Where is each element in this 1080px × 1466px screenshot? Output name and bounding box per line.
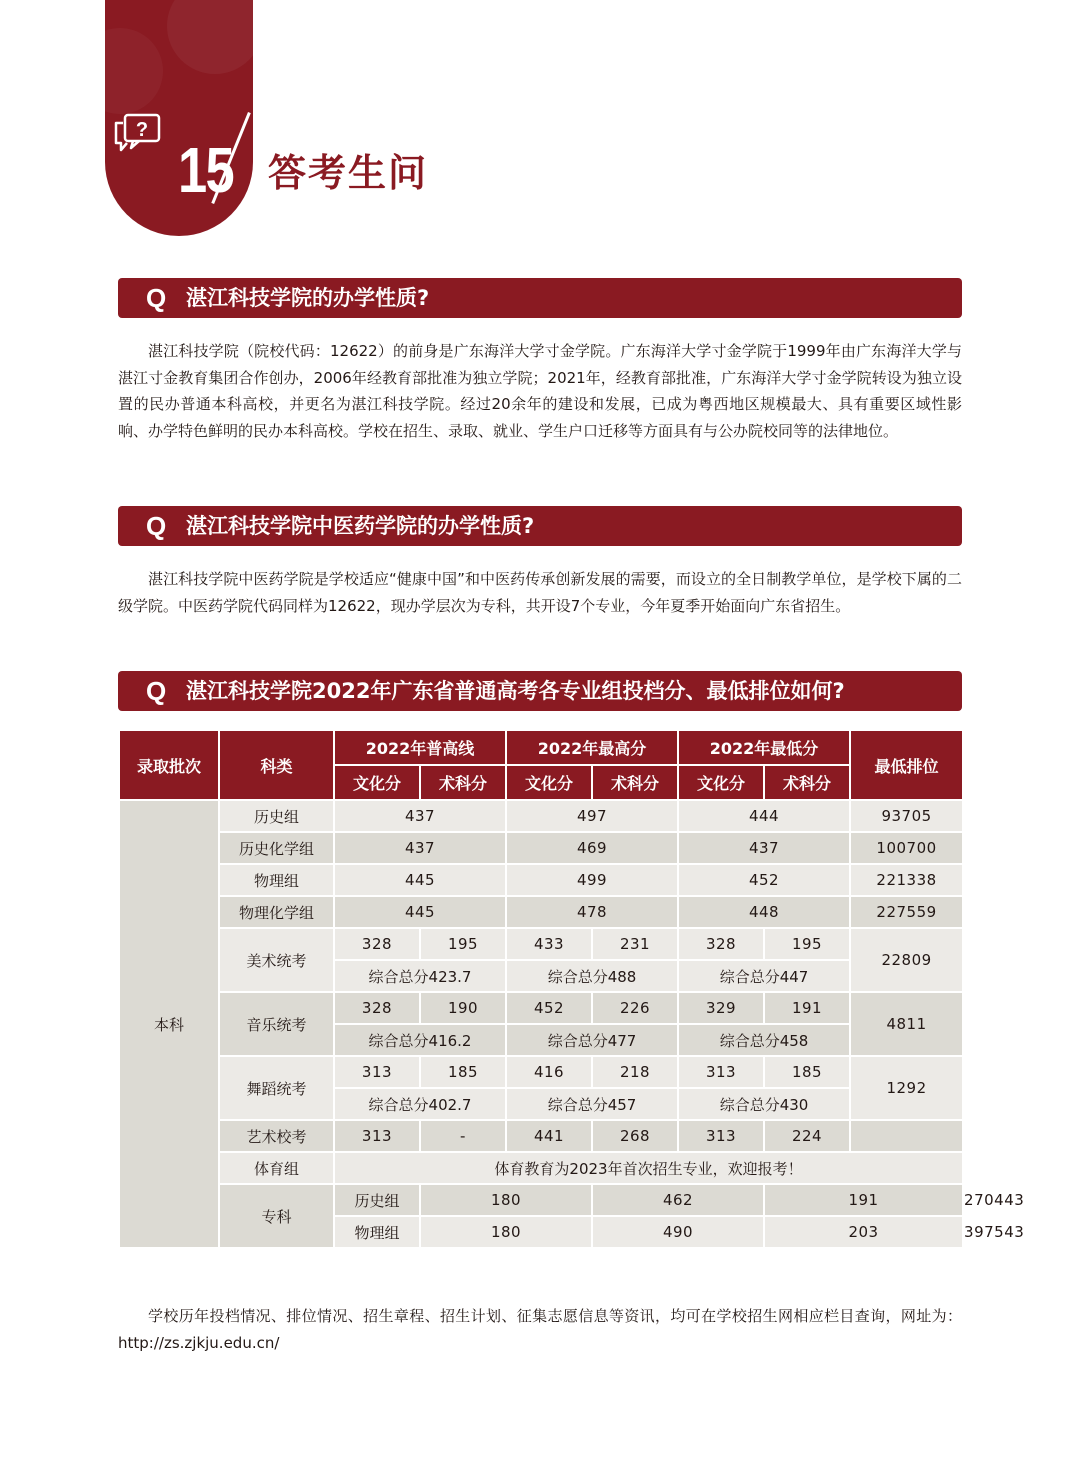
header-max: 2022年最高分 bbox=[506, 730, 678, 765]
header-art: 术科分 bbox=[764, 765, 850, 800]
q-icon: Q bbox=[146, 676, 167, 706]
cell-max-art: 231 bbox=[592, 928, 678, 960]
cell-max-total: 综合总分488 bbox=[506, 960, 678, 992]
cell-min: 203 bbox=[764, 1216, 963, 1248]
row-category: 历史化学组 bbox=[219, 832, 334, 864]
header-rank: 最低排位 bbox=[850, 730, 963, 800]
table-row: 物理组 180 490 203 397543 bbox=[119, 1216, 963, 1248]
cell-line-art: 185 bbox=[420, 1056, 506, 1088]
batch-benke: 本科 bbox=[119, 800, 219, 1248]
row-category: 音乐统考 bbox=[219, 992, 334, 1056]
question-title: 湛江科技学院中医药学院的办学性质? bbox=[186, 514, 535, 538]
cell-rank: 4811 bbox=[850, 992, 963, 1056]
cell-max-art: 218 bbox=[592, 1056, 678, 1088]
cell-min-art: 185 bbox=[764, 1056, 850, 1088]
section-title: 答考生问 bbox=[268, 151, 429, 195]
question-bar-1 bbox=[118, 278, 962, 318]
cell-rank: 221338 bbox=[850, 864, 963, 896]
header-culture: 文化分 bbox=[678, 765, 764, 800]
row-category: 舞蹈统考 bbox=[219, 1056, 334, 1120]
cell-max: 469 bbox=[506, 832, 678, 864]
cell-min-culture: 328 bbox=[678, 928, 764, 960]
cell-line-art: 195 bbox=[420, 928, 506, 960]
cell-min: 444 bbox=[678, 800, 850, 832]
cell-line: 180 bbox=[420, 1216, 592, 1248]
table-row bbox=[119, 800, 963, 832]
cell-line-culture: 328 bbox=[334, 928, 420, 960]
q-icon: Q bbox=[146, 511, 167, 541]
table-row bbox=[119, 1120, 963, 1152]
row-category: 艺术校考 bbox=[219, 1120, 334, 1152]
cell-sports-note: 体育教育为2023年首次招生专业，欢迎报考！ bbox=[334, 1152, 963, 1184]
cell-line-art: 190 bbox=[420, 992, 506, 1024]
question-bar-3 bbox=[118, 671, 962, 711]
cell-max: 497 bbox=[506, 800, 678, 832]
cell-rank: 100700 bbox=[850, 832, 963, 864]
header-art: 术科分 bbox=[592, 765, 678, 800]
cell-line-culture: 313 bbox=[334, 1056, 420, 1088]
cell-line-culture: 313 bbox=[334, 1120, 420, 1152]
cell-max: 462 bbox=[592, 1184, 764, 1216]
cell-line-total: 综合总分423.7 bbox=[334, 960, 506, 992]
cell-line-total: 综合总分402.7 bbox=[334, 1088, 506, 1120]
table-row bbox=[119, 928, 963, 960]
cell-max-total: 综合总分477 bbox=[506, 1024, 678, 1056]
row-category: 物理组 bbox=[334, 1216, 420, 1248]
cell-min: 448 bbox=[678, 896, 850, 928]
cell-min-total: 综合总分430 bbox=[678, 1088, 850, 1120]
cell-min-culture: 313 bbox=[678, 1056, 764, 1088]
table-row bbox=[119, 864, 963, 896]
section-number: 15 bbox=[178, 134, 234, 206]
cell-line: 437 bbox=[334, 832, 506, 864]
cell-line-total: 综合总分416.2 bbox=[334, 1024, 506, 1056]
header-culture: 文化分 bbox=[506, 765, 592, 800]
cell-min-culture: 329 bbox=[678, 992, 764, 1024]
row-category: 体育组 bbox=[219, 1152, 334, 1184]
cell-max-culture: 433 bbox=[506, 928, 592, 960]
question-title: 湛江科技学院2022年广东省普通高考各专业组投档分、最低排位如何? bbox=[186, 679, 845, 703]
table-row bbox=[119, 896, 963, 928]
cell-max-culture: 452 bbox=[506, 992, 592, 1024]
svg-text:?: ? bbox=[135, 119, 149, 141]
cell-max-art: 226 bbox=[592, 992, 678, 1024]
cell-max-culture: 416 bbox=[506, 1056, 592, 1088]
footer-note: 学校历年投档情况、排位情况、招生章程、招生计划、征集志愿信息等资讯，均可在学校招生网相应栏目查询，网址为：http://zs.zjkju.edu.cn/ bbox=[118, 1307, 962, 1352]
table-row: 专科 历史组 180 462 191 270443 bbox=[119, 1184, 963, 1216]
cell-line: 445 bbox=[334, 864, 506, 896]
cell-min-total: 综合总分458 bbox=[678, 1024, 850, 1056]
cell-max-art: 268 bbox=[592, 1120, 678, 1152]
batch-zhuanke: 专科 bbox=[219, 1184, 334, 1248]
cell-min-art: 224 bbox=[764, 1120, 850, 1152]
q-icon: Q bbox=[146, 283, 167, 313]
row-category: 物理化学组 bbox=[219, 896, 334, 928]
cell-min: 437 bbox=[678, 832, 850, 864]
cell-max: 499 bbox=[506, 864, 678, 896]
cell-min-total: 综合总分447 bbox=[678, 960, 850, 992]
header-art: 术科分 bbox=[420, 765, 506, 800]
cell-min-culture: 313 bbox=[678, 1120, 764, 1152]
question-title: 湛江科技学院的办学性质? bbox=[186, 286, 430, 310]
table-row bbox=[119, 832, 963, 864]
cell-max-total: 综合总分457 bbox=[506, 1088, 678, 1120]
header-min: 2022年最低分 bbox=[678, 730, 850, 765]
header-culture: 文化分 bbox=[334, 765, 420, 800]
cell-rank: 227559 bbox=[850, 896, 963, 928]
cell-max: 490 bbox=[592, 1216, 764, 1248]
header-line: 2022年普高线 bbox=[334, 730, 506, 765]
cell-max: 478 bbox=[506, 896, 678, 928]
cell-rank: 1292 bbox=[850, 1056, 963, 1120]
header-category: 科类 bbox=[219, 730, 334, 800]
cell-line-culture: 328 bbox=[334, 992, 420, 1024]
cell-line: 180 bbox=[420, 1184, 592, 1216]
cell-max-culture: 441 bbox=[506, 1120, 592, 1152]
cell-min-art: 191 bbox=[764, 992, 850, 1024]
cell-line-art: - bbox=[420, 1120, 506, 1152]
question-bar-2 bbox=[118, 506, 962, 546]
cell-min-art: 195 bbox=[764, 928, 850, 960]
cell-min: 452 bbox=[678, 864, 850, 896]
cell-rank bbox=[850, 1120, 963, 1152]
cell-line: 445 bbox=[334, 896, 506, 928]
answer-paragraph-1: 湛江科技学院（院校代码：12622）的前身是广东海洋大学寸金学院。广东海洋大学寸金学院于1999年由广东海洋大学与湛江寸金教育集团合作创办，2006年经教育部批准为独立学院；2021年，经教育部批准，广东海洋大学寸金学院转设为独立设置的民办普通本科高校，并更名为湛江科技学院。经过20余年的建设和发展，已成为粤西地区规模最大、具有重要区域性影响、办学特色鲜明的民办本科高校。学校在招生、录取、就业、学生户口迁移等方面具有与公办院校同等的法律地位。 bbox=[118, 342, 962, 440]
row-category: 历史组 bbox=[219, 800, 334, 832]
answer-paragraph-2: 湛江科技学院中医药学院是学校适应“健康中国”和中医药传承创新发展的需要，而设立的全日制教学单位，是学校下属的二级学院。中医药学院代码同样为12622，现办学层次为专科，共开设7个专业，今年夏季开始面向广东省招生。 bbox=[118, 570, 962, 615]
row-category: 物理组 bbox=[219, 864, 334, 896]
cell-min: 191 bbox=[764, 1184, 963, 1216]
cell-rank: 93705 bbox=[850, 800, 963, 832]
cell-rank: 22809 bbox=[850, 928, 963, 992]
table-row bbox=[119, 1056, 963, 1088]
cell-line: 437 bbox=[334, 800, 506, 832]
score-table bbox=[118, 729, 1025, 1249]
header-batch: 录取批次 bbox=[119, 730, 219, 800]
table-row bbox=[119, 1152, 963, 1184]
row-category: 历史组 bbox=[334, 1184, 420, 1216]
row-category: 美术统考 bbox=[219, 928, 334, 992]
table-row bbox=[119, 992, 963, 1024]
